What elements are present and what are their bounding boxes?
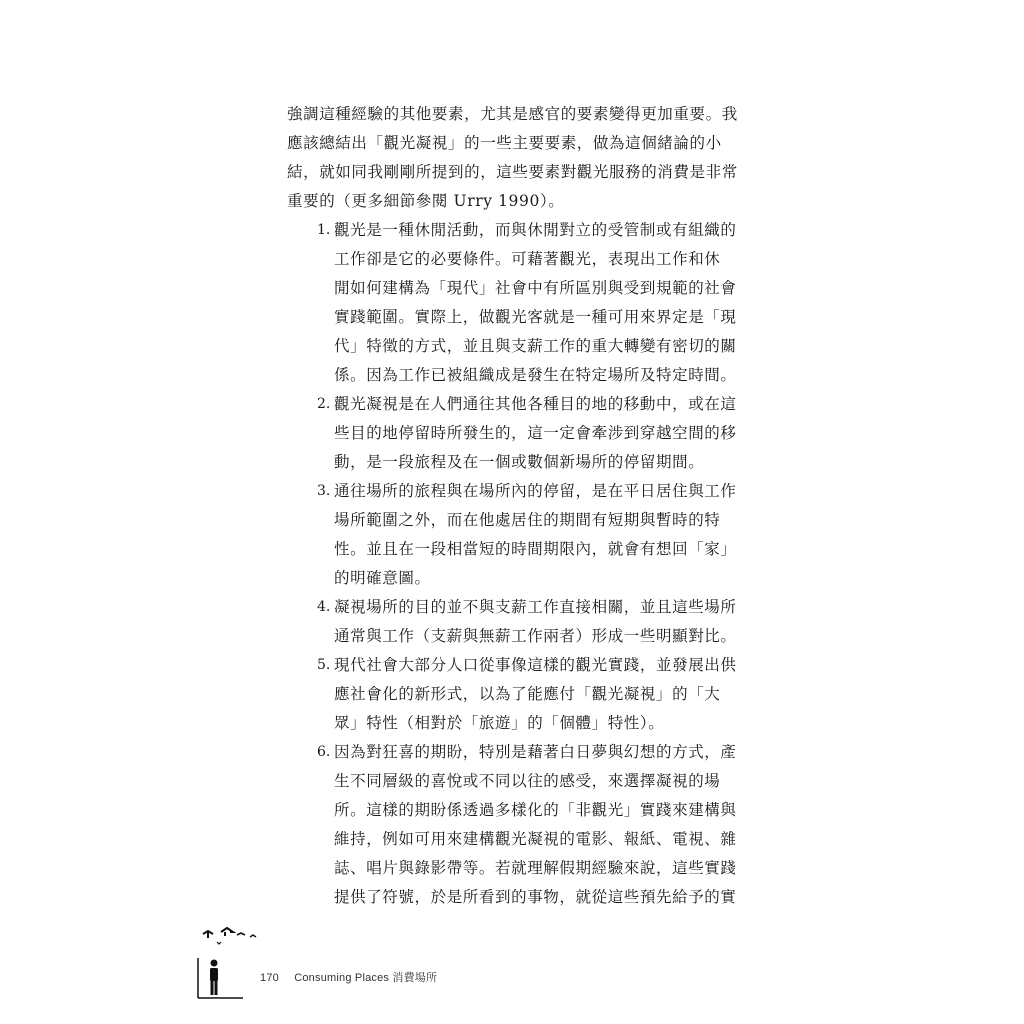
- body-text: [287, 100, 739, 912]
- text-line: 通常與工作（支薪與無薪工作兩者）形成一些明顯對比。: [334, 627, 737, 645]
- text-line: 觀光凝視是在人們通往其他各種目的地的移動中，或在這: [334, 395, 737, 413]
- list-number: 5.: [317, 657, 331, 673]
- list-item: [287, 738, 739, 912]
- text-line: 場所範圍之外，而在他處居住的期間有短期與暫時的特: [334, 511, 721, 529]
- list-number: 2.: [317, 396, 331, 412]
- text-line: 誌、唱片與錄影帶等。若就理解假期經驗來說，這些實踐: [334, 859, 737, 877]
- intro-paragraph: [287, 100, 739, 216]
- footer-text: [260, 969, 437, 985]
- text-line: 閒如何建構為「現代」社會中有所區別與受到規範的社會: [334, 279, 737, 297]
- text-line: 生不同層級的喜悅或不同以往的感受，來選擇凝視的場: [334, 772, 721, 790]
- text-line: 眾」特性（相對於「旅遊」的「個體」特性）。: [334, 714, 665, 732]
- numbered-list: [287, 216, 739, 912]
- list-item: [287, 651, 739, 738]
- text-line: 重要的（更多細節參閱 Urry 1990）。: [287, 192, 565, 210]
- list-number: 1.: [317, 222, 331, 238]
- text-line: 觀光是一種休閒活動，而與休閒對立的受管制或有組織的: [334, 221, 737, 239]
- list-item: [287, 216, 739, 390]
- text-line: 的明確意圖。: [334, 569, 431, 587]
- text-line: 動，是一段旅程及在一個或數個新場所的停留期間。: [334, 453, 705, 471]
- birds-and-person-icon: [195, 922, 265, 1002]
- text-line: 應該總結出「觀光凝視」的一些主要要素，做為這個緒論的小: [287, 134, 722, 152]
- list-number: 6.: [317, 744, 331, 760]
- text-line: 係。因為工作已被組織成是發生在特定場所及特定時間。: [334, 366, 737, 384]
- text-line: 維持，例如可用來建構觀光凝視的電影、報紙、電視、雜: [334, 830, 737, 848]
- text-line: 實踐範圍。實際上，做觀光客就是一種可用來界定是「現: [334, 308, 737, 326]
- text-line: 結，就如同我剛剛所提到的，這些要素對觀光服務的消費是非常: [287, 163, 738, 181]
- text-line: 代」特徵的方式，並且與支薪工作的重大轉變有密切的關: [334, 337, 737, 355]
- text-line: 應社會化的新形式，以為了能應付「觀光凝視」的「大: [334, 685, 721, 703]
- text-line: 些目的地停留時所發生的，這一定會牽涉到穿越空間的移: [334, 424, 737, 442]
- list-item: [287, 390, 739, 477]
- text-line: 所。這樣的期盼係透過多樣化的「非觀光」實踐來建構與: [334, 801, 737, 819]
- page-number: 170: [260, 972, 279, 984]
- text-line: 提供了符號，於是所看到的事物，就從這些預先給予的實: [334, 888, 737, 906]
- text-line: 現代社會大部分人口從事像這樣的觀光實踐，並發展出供: [334, 656, 737, 674]
- text-line: 強調這種經驗的其他要素，尤其是感官的要素變得更加重要。我: [287, 105, 738, 123]
- list-item: [287, 477, 739, 593]
- text-line: 凝視場所的目的並不與支薪工作直接相關，並且這些場所: [334, 598, 737, 616]
- list-number: 4.: [317, 599, 331, 615]
- running-title: Consuming Places 消費場所: [294, 972, 438, 984]
- text-line: 因為對狂喜的期盼，特別是藉著白日夢與幻想的方式，產: [334, 743, 737, 761]
- text-line: 性。並且在一段相當短的時間期限內，就會有想回「家」: [334, 540, 737, 558]
- text-line: 通往場所的旅程與在場所內的停留，是在平日居住與工作: [334, 482, 737, 500]
- text-line: 工作卻是它的必要條件。可藉著觀光，表現出工作和休: [334, 250, 721, 268]
- list-number: 3.: [317, 483, 331, 499]
- list-item: [287, 593, 739, 651]
